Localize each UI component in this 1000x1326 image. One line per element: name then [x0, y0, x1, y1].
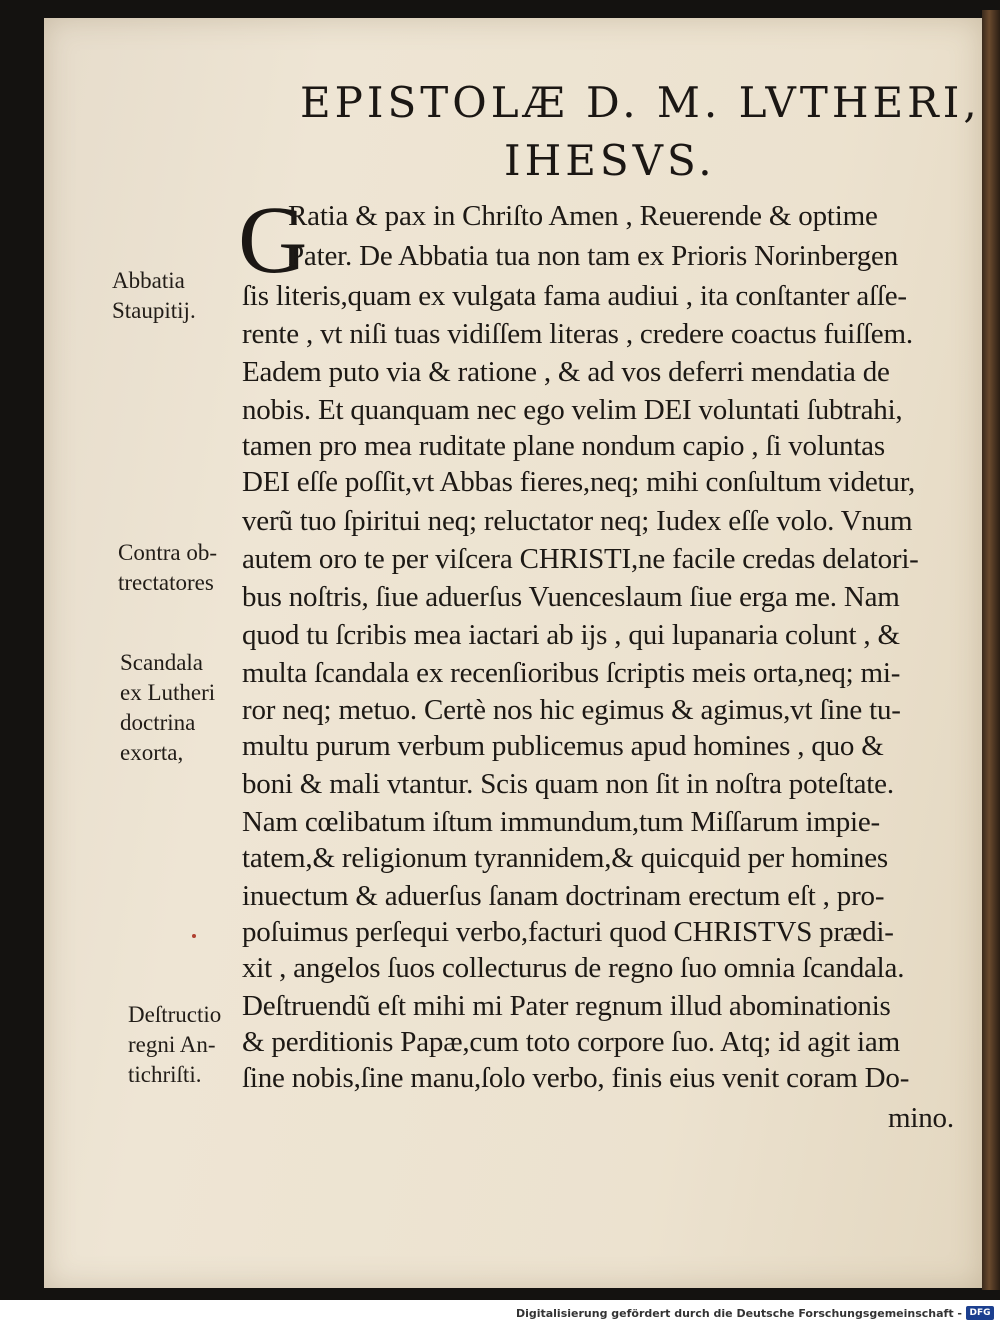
drop-cap: G: [238, 186, 308, 293]
text-line: DEI eſſe poſſit,vt Abbas fieres,neq; mihi conſultum videtur,: [242, 466, 916, 498]
book-page-edge: [982, 10, 1000, 1290]
text-line: mino.: [888, 1102, 954, 1134]
text-line: quod tu ſcribis mea iactari ab ijs , qui lupanaria colunt , &: [242, 619, 900, 651]
dfg-logo-icon: DFG: [966, 1306, 994, 1320]
text-line: inuectum & aduerſus ſanam doctrinam erectum eſt , pro-: [242, 880, 885, 912]
text-line: tatem,& religionum tyrannidem,& quicquid per homines: [242, 842, 888, 874]
text-line: boni & mali vtantur. Scis quam non ſit in noſtra poteſtate.: [242, 768, 894, 800]
footer-bar: [0, 1300, 1000, 1326]
section-heading: IHESVS.: [504, 136, 716, 185]
text-line: poſuimus perſequi verbo,facturi quod CHRISTVS prædi-: [242, 916, 894, 948]
text-line: Nam cœlibatum iſtum immundum,tum Miſſarum impie-: [242, 806, 881, 838]
text-line: multu purum verbum publicemus apud homines , quo &: [242, 730, 884, 762]
text-line: Pater. De Abbatia tua non tam ex Prioris Norinbergen: [288, 240, 899, 272]
text-line: bus noſtris, ſiue aduerſus Vuenceslaum ſiue erga me. Nam: [242, 581, 900, 613]
text-line: autem oro te per viſcera CHRISTI,ne facile credas delatori-: [242, 543, 919, 575]
funding-credit: Digitalisierung gefördert durch die Deutsche Forschungsgemeinschaft -: [515, 1307, 962, 1320]
ink-speck: [192, 934, 196, 938]
text-line: Ratia & pax in Chriſto Amen , Reuerende & optime: [288, 200, 878, 232]
text-line: verũ tuo ſpiritui neq; reluctator neq; Iudex eſſe volo. Vnum: [242, 505, 913, 537]
text-line: rente , vt niſi tuas vidiſſem literas , credere coactus fuiſſem.: [242, 318, 913, 350]
text-line: & perditionis Papæ,cum toto corpore ſuo. Atq; id agit iam: [242, 1026, 900, 1058]
text-line: ſis literis,quam ex vulgata fama audiui , ita conſtanter aſſe-: [242, 280, 907, 312]
running-header: EPISTOLÆ D. M. LVTHERI,: [300, 78, 981, 127]
text-line: ror neq; metuo. Certè nos hic egimus & agimus,vt ſine tu-: [242, 694, 901, 726]
margin-note: Abbatia Staupitij.: [112, 268, 196, 323]
text-line: nobis. Et quanquam nec ego velim DEI voluntati ſubtrahi,: [242, 394, 903, 426]
text-line: Deſtruendũ eſt mihi mi Pater regnum illud abominationis: [242, 990, 891, 1022]
text-line: Eadem puto via & ratione , & ad vos deferri mendatia de: [242, 356, 890, 388]
margin-note: Deſtructio regni An- tichriſti.: [128, 1002, 222, 1087]
text-line: xit , angelos ſuos collecturus de regno ſuo omnia ſcandala.: [242, 952, 905, 984]
text-line: tamen pro mea ruditate plane nondum capio , ſi voluntas: [242, 430, 885, 462]
margin-note: Contra ob- trectatores: [118, 540, 218, 595]
margin-note: Scandala ex Lutheri doctrina exorta,: [120, 650, 216, 765]
text-line: multa ſcandala ex recenſioribus ſcriptis meis orta,neq; mi-: [242, 657, 901, 689]
text-line: ſine nobis,ſine manu,ſolo verbo, finis eius venit coram Do-: [242, 1062, 910, 1094]
